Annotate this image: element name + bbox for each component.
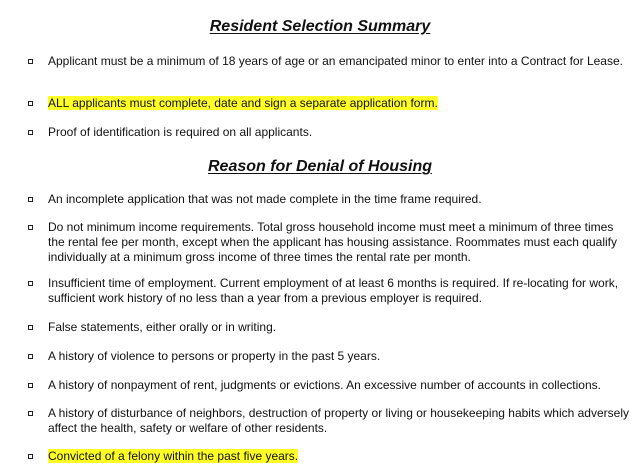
- checkbox-bullet-icon: [22, 320, 48, 335]
- list-item-text: A history of violence to persons or property in the past 5 years.: [48, 349, 381, 363]
- list-item: [22, 378, 632, 393]
- list-item: [22, 220, 632, 265]
- list-item-text: A history of disturbance of neighbors, destruction of property or living or housekeeping habits which adversely affect the health, safety or welfare of other residents.: [48, 406, 629, 435]
- list-item: [22, 54, 632, 69]
- list-item: [22, 276, 632, 306]
- checkbox-bullet-icon: [22, 349, 48, 364]
- checkbox-bullet-icon: [22, 220, 48, 235]
- highlighted-list-item-text: Convicted of a felony within the past five years.: [48, 449, 299, 463]
- list-item: [22, 192, 632, 207]
- checkbox-bullet-icon: [22, 125, 48, 140]
- list-item: [22, 349, 632, 364]
- highlighted-list-item-text: ALL applicants must complete, date and sign a separate application form.: [48, 96, 438, 110]
- denial-reasons-heading: [0, 157, 640, 177]
- list-item-text: Applicant must be a minimum of 18 years of age or an emancipated minor to enter into a Contract for Lease.: [48, 54, 623, 68]
- checkbox-bullet-icon: [22, 276, 48, 291]
- checkbox-bullet-icon: [22, 96, 48, 111]
- resident-selection-heading-text: Resident Selection Summary: [209, 18, 431, 35]
- checkbox-bullet-icon: [22, 54, 48, 69]
- checkbox-bullet-icon: [22, 449, 48, 464]
- list-item: [22, 320, 632, 335]
- list-item-text: Insufficient time of employment. Current employment of at least 6 months is required. If re-locating for work, sufficient work history of no less than a year from a previous employer is required.: [48, 276, 619, 305]
- denial-reasons-heading-text: Reason for Denial of Housing: [207, 158, 432, 175]
- resident-selection-heading: [0, 17, 640, 37]
- checkbox-bullet-icon: [22, 378, 48, 393]
- list-item: [22, 449, 632, 464]
- list-item: [22, 406, 632, 436]
- list-item-text: Proof of identification is required on all applicants.: [48, 125, 313, 139]
- list-item-text: Do not minimum income requirements. Total gross household income must meet a minimum of three times the rental fee per month, except when the applicant has housing assistance. Roommates must each qualify individually at a minimum gross income of three times the rental rate per month.: [48, 220, 617, 264]
- list-item: [22, 125, 632, 140]
- checkbox-bullet-icon: [22, 406, 48, 421]
- list-item: [22, 96, 632, 111]
- checkbox-bullet-icon: [22, 192, 48, 207]
- list-item-text: False statements, either orally or in writing.: [48, 320, 277, 334]
- list-item-text: A history of nonpayment of rent, judgments or evictions. An excessive number of accounts in collections.: [48, 378, 601, 392]
- list-item-text: An incomplete application that was not made complete in the time frame required.: [48, 192, 482, 206]
